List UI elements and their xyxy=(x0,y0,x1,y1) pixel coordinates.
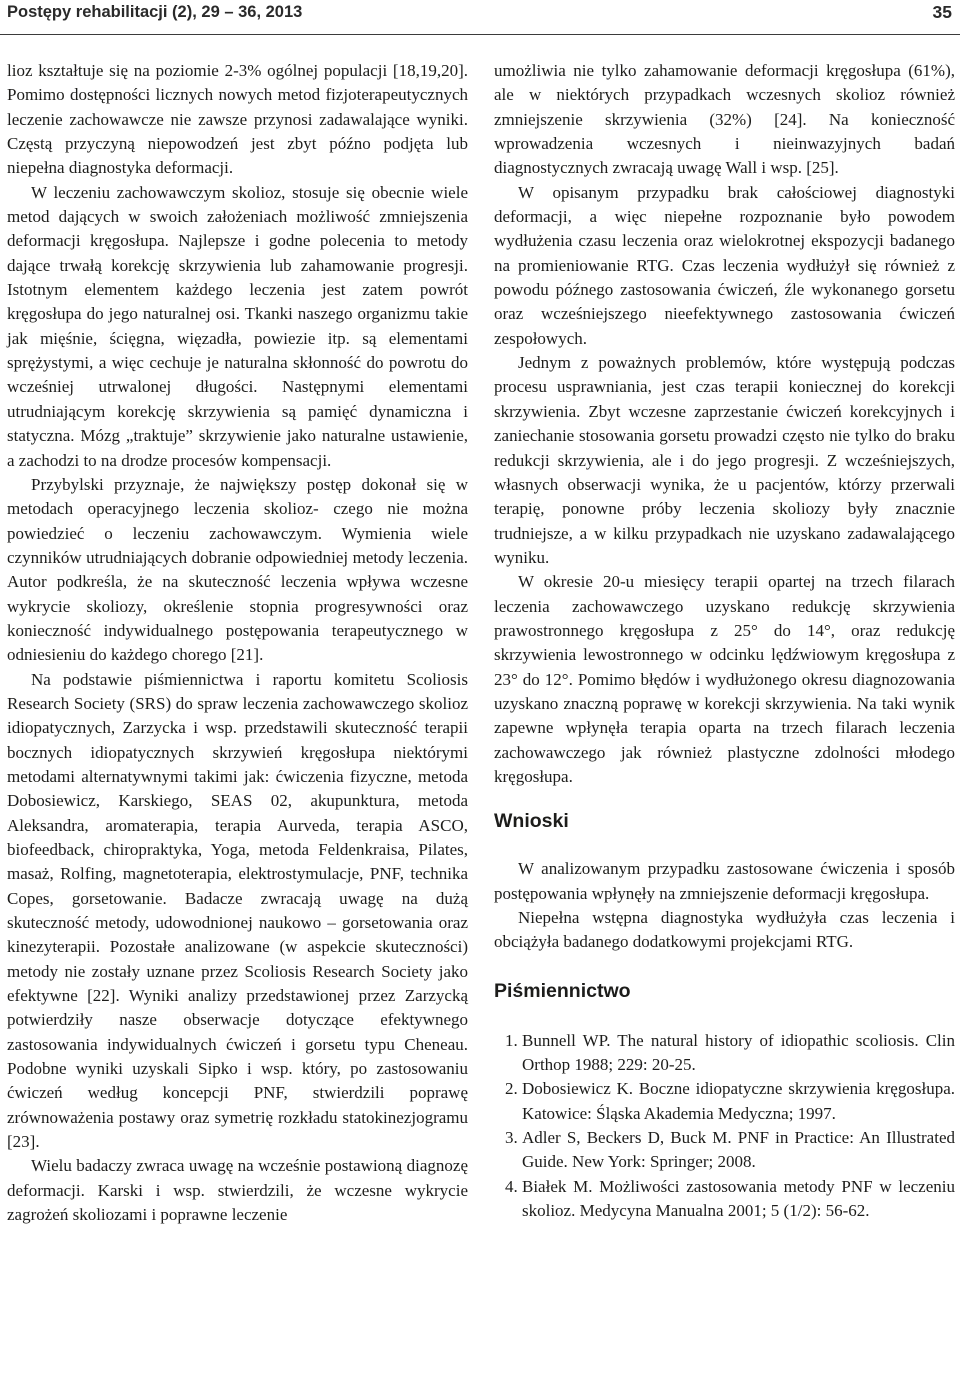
reference-list xyxy=(494,1029,955,1224)
page-header xyxy=(0,0,960,35)
right-column xyxy=(494,59,955,1223)
paragraph: W opisanym przypadku brak całościowej diagnostyki deformacji, a więc niepełne rozpoznanie było powodem wydłużenia czasu leczenia oraz wielokrotnej ekspozycji badanego na promieniowanie RTG. Czas leczenia wydłużył się również z powodu późnego zastosowania ćwiczeń, źle wykonanego gorsetu oraz wcześniejszego nieefektywnego zastosowania ćwiczeń zespołowych. xyxy=(494,182,955,348)
paragraph: Niepełna wstępna diagnostyka wydłużyła czas leczenia i obciążyła badanego dodatkowymi projekcjami RTG. xyxy=(494,908,955,952)
paragraph: Wielu badaczy zwraca uwagę na wcześnie postawioną diagnozę deformacji. Karski i wsp. stwierdzili, że wczesne wykrycie zagrożeń skoliozami i poprawne leczenie xyxy=(7,1156,468,1225)
reference-item: 4. Białek M. Możliwości zastosowania metody PNF w leczeniu skolioz. Medycyna Manualna 2001; 5 (1/2): 56-62. xyxy=(522,1175,955,1224)
paragraph: W leczeniu zachowawczym skolioz, stosuje się obecnie wiele metod dających w swoich założeniach możliwość zmniejszenia deformacji kręgosłupa. Najlepsze i godne polecenia to metody dające trwałą korekcję skrzywienia lub zahamowanie progresji. Istotnym elementem każdego leczenia jest zatem powrót kręgosłupa do jego naturalnej osi. Tkanki naszego organizmu takie jak mięśnie, ścięgna, więzadła, powiezie itp. są elementami sprężystymi, a więc cechuje je naturalna skłonność do powrotu do wcześniej utrwalonej długości. Następnymi elementami utrudniającym korekcję skrzywienia są pamięć dynamiczna i statyczna. Mózg „traktuje” skrzywienie jako naturalne ustawienie, a zachodzi to na drodze procesów kompensacji. xyxy=(7,182,468,470)
left-column xyxy=(7,59,468,1228)
section-heading-references: Piśmiennictwo xyxy=(494,979,631,1002)
section-heading-wnioski: Wnioski xyxy=(494,810,569,833)
reference-item: 3. Adler S, Beckers D, Buck M. PNF in Practice: An Illustrated Guide. New York: Springer; 2008. xyxy=(522,1126,955,1175)
paragraph: Na podstawie piśmiennictwa i raportu komitetu Scoliosis Research Society (SRS) do spraw leczenia zachowawczego skolioz idiopatycznych, Zarzycka i wsp. przedstawili skuteczność terapii bocznych idiopatycznych skrzywień kręgosłupa niektórymi metodami alternatywnymi takimi jak: ćwiczenia fizyczne, metoda Dobosiewicz, Karskiego, SEAS 02, akupunktura, metoda Aleksandra, aromaterapia, terapia Aurveda, terapia ASCO, biofeedback, chiropraktyka, Yoga, metoda Feldenkraisa, Pilates, masaż, Rolfing, magnetoterapia, elektrostymulacje, PNF, technika Copes, gorsetowanie. Badacze zwracają uwagę na dużą skuteczność metody, udowodnionej naukowo – gorsetowania oraz kinezyterapii. Pozostałe analizowane (w aspekcie skuteczności) metody nie zostały uznane przez Scoliosis Research Society jako efektywne [22]. Wyniki analizy przedstawionej przez Zarzycką potwierdziły nasze obserwacje dotyczące efektywnego zastosowania indywidualnych ćwiczeń i gorsetu typu Cheneau. Podobne wyniki uzyskali Sipko i wsp. który, po zastosowaniu ćwiczeń według koncepcji PNF, stwierdzili poprawę zrównoważenia postawy oraz symetrię rozkładu statokinezjogramu [23]. xyxy=(7,669,468,1152)
paragraph: Jednym z poważnych problemów, które występują podczas procesu usprawniania, jest czas terapii koniecznej do korekcji skrzywienia. Zbyt wczesne zaprzestanie ćwiczeń korekcyjnych i zaniechanie stosowania gorsetu prowadzi często nie tylko do braku redukcji skrzywienia, ale i do jego progresji. Z wcześniejszych, własnych obserwacji wynika, że u pacjentów, którzy przerwali terapię, ponowne próby leczenia skoliozy były znacznie trudniejsze, a w kilku przypadkach nie uzyskano zadawalającego wyniku. xyxy=(494,353,955,567)
paragraph: umożliwia nie tylko zahamowanie deformacji kręgosłupa (61%), ale w niektórych przypadkach wczesnych skolioz również zmniejszenie skrzywienia (32%) [24]. Na konieczność wprowadzenia wczesnych i nieinwazyjnych badań diagnostycznych zwracają uwagę Wall i wsp. [25]. xyxy=(494,61,955,178)
paragraph: W analizowanym przypadku zastosowane ćwiczenia i sposób postępowania wpłynęły na zmniejszenie deformacji kręgosłupa. xyxy=(494,859,955,903)
page-number: 35 xyxy=(932,2,952,22)
paragraph: Przybylski przyznaje, że największy postęp dokonał się w metodach operacyjnego leczenia skolioz- czego nie można powiedzieć o leczeniu zachowawczym. Wymienia wiele czynników utrudniających dobranie odpowiedniej metody leczenia. Autor podkreśla, że na skuteczność leczenia wpływa wczesne wykrycie skoliozy, określenie stopnia progresywności oraz konieczność indywidualnego postępowania terapeutycznego w odniesieniu do każdego chorego [21]. xyxy=(7,474,468,665)
reference-item: 2. Dobosiewicz K. Boczne idiopatyczne skrzywienia kręgosłupa. Katowice: Śląska Akademia Medyczna; 1997. xyxy=(522,1077,955,1126)
paragraph: W okresie 20-u miesięcy terapii opartej na trzech filarach leczenia zachowawczego uzyskano redukcję skrzywienia prawostronnego kręgosłupa z 25° do 14°, oraz redukcję skrzywienia lewostronnego w odcinku lędźwiowym kręgosłupa z 23° do 12°. Pomimo błędów i wydłużonego okresu diagnozowania uzyskano znaczną poprawę w korekcji skrzywienia. Na taki wynik zapewne wpłynęła terapia oparta na trzech filarach leczenia zachowawczego jak również plastyczne zdolności młodego kręgosłupa. xyxy=(494,572,955,786)
reference-item: 1. Bunnell WP. The natural history of idiopathic scoliosis. Clin Orthop 1988; 229: 20-25. xyxy=(522,1029,955,1078)
paragraph: lioz kształtuje się na poziomie 2-3% ogólnej populacji [18,19,20]. Pomimo dostępności licznych nowych metod fizjoterapeutycznych leczenie zachowawcze nie zawsze przynosi zadawalające wyniki. Częstą przyczyną niepowodzeń jest zbyt późno podjęta lub niepełna diagnostyka deformacji. xyxy=(7,61,468,178)
journal-citation: Postępy rehabilitacji (2), 29 – 36, 2013 xyxy=(7,3,303,21)
